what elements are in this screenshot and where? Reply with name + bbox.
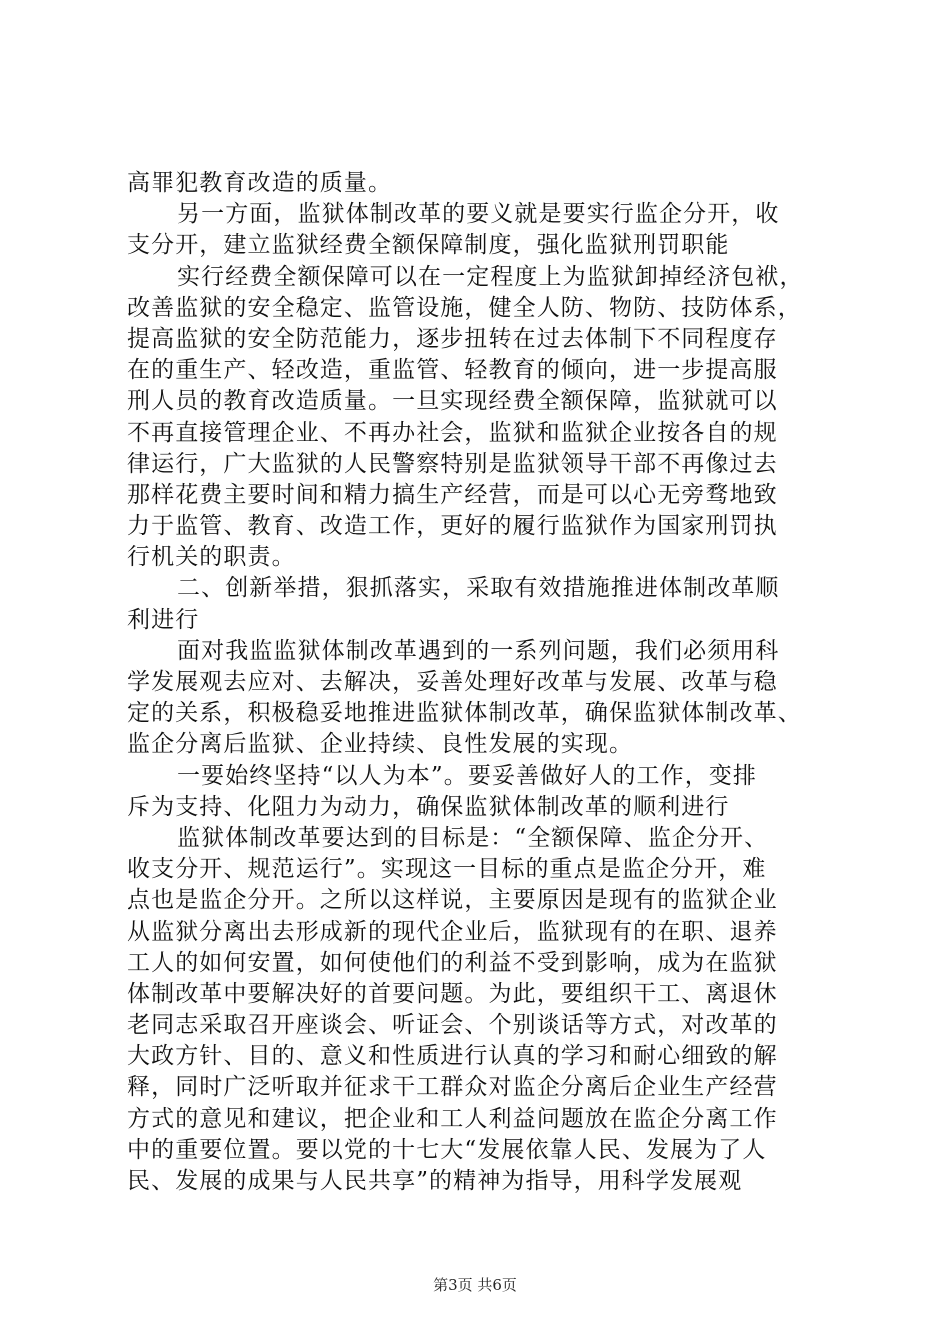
document-body (127, 168, 827, 1197)
paragraph (127, 199, 827, 261)
text-line: 大政方针、目的、意义和性质进行认真的学习和耐心细致的解 (127, 1043, 778, 1070)
text-line: 从监狱分离出去形成新的现代企业后，监狱现有的在职、退养 (127, 918, 778, 945)
paragraph (127, 823, 827, 1197)
page-number-label: 第3页 共6页 (433, 1276, 517, 1294)
text-line: 律运行，广大监狱的人民警察特别是监狱领导干部不再像过去 (127, 450, 778, 477)
text-line: 收支分开、规范运行”。实现这一目标的重点是监企分开，难 (127, 856, 767, 883)
text-line: 另一方面，监狱体制改革的要义就是要实行监企分开，收 (177, 201, 780, 228)
text-line: 体制改革中要解决好的首要问题。为此，要组织干工、离退休 (127, 980, 778, 1007)
text-line: 释，同时广泛听取并征求干工群众对监企分离后企业生产经营 (127, 1074, 778, 1101)
text-line: 支分开，建立监狱经费全额保障制度，强化监狱刑罚职能 (127, 232, 730, 259)
text-line: 改善监狱的安全稳定、监管设施，健全人防、物防、技防体系， (127, 294, 802, 321)
text-line: 刑人员的教育改造质量。一旦实现经费全额保障，监狱就可以 (127, 388, 778, 415)
text-line: 那样花费主要时间和精力搞生产经营，而是可以心无旁骛地致 (127, 481, 778, 508)
paragraph (127, 262, 827, 574)
text-line: 不再直接管理企业、不再办社会，监狱和监狱企业按各自的规 (127, 419, 778, 446)
text-line: 高罪犯教育改造的质量。 (127, 170, 393, 196)
text-line: 面对我监监狱体制改革遇到的一系列问题，我们必须用科 (177, 637, 780, 664)
paragraph (127, 636, 827, 761)
text-line: 定的关系，积极稳妥地推进监狱体制改革，确保监狱体制改革、 (127, 700, 802, 727)
text-line: 提高监狱的安全防范能力，逐步扭转在过去体制下不同程度存 (127, 325, 778, 352)
text-line: 力于监管、教育、改造工作，更好的履行监狱作为国家刑罚执 (127, 513, 778, 540)
text-line: 实行经费全额保障可以在一定程度上为监狱卸掉经济包袱， (177, 263, 804, 290)
text-line: 监企分离后监狱、企业持续、良性发展的实现。 (127, 731, 634, 758)
paragraph (127, 573, 827, 635)
text-line: 中的重要位置。要以党的十七大“发展依靠人民、发展为了人 (127, 1136, 767, 1163)
text-line: 一要始终坚持“以人为本”。要妥善做好人的工作，变排 (177, 762, 758, 789)
text-line: 点也是监企分开。之所以这样说，主要原因是现有的监狱企业 (127, 887, 778, 914)
text-line: 行机关的职责。 (127, 544, 296, 571)
text-line: 斥为支持、化阻力为动力，确保监狱体制改革的顺利进行 (127, 793, 730, 820)
text-line: 学发展观去应对、去解决，妥善处理好改革与发展、改革与稳 (127, 669, 778, 695)
text-line: 在的重生产、轻改造，重监管、轻教育的倾向，进一步提高服 (127, 357, 778, 384)
paragraph (127, 168, 827, 199)
text-line: 民、发展的成果与人民共享”的精神为指导，用科学发展观 (127, 1168, 743, 1194)
text-line: 监狱体制改革要达到的目标是：“全额保障、监企分开、 (177, 824, 769, 851)
page-footer (0, 1274, 950, 1295)
text-line: 老同志采取召开座谈会、听证会、个别谈话等方式，对改革的 (127, 1012, 778, 1039)
text-line: 利进行 (127, 606, 200, 633)
text-line: 二、创新举措，狠抓落实，采取有效措施推进体制改革顺 (177, 575, 780, 602)
text-line: 方式的意见和建议，把企业和工人利益问题放在监企分离工作 (127, 1105, 778, 1132)
paragraph (127, 761, 827, 823)
text-line: 工人的如何安置，如何使他们的利益不受到影响，成为在监狱 (127, 949, 778, 976)
